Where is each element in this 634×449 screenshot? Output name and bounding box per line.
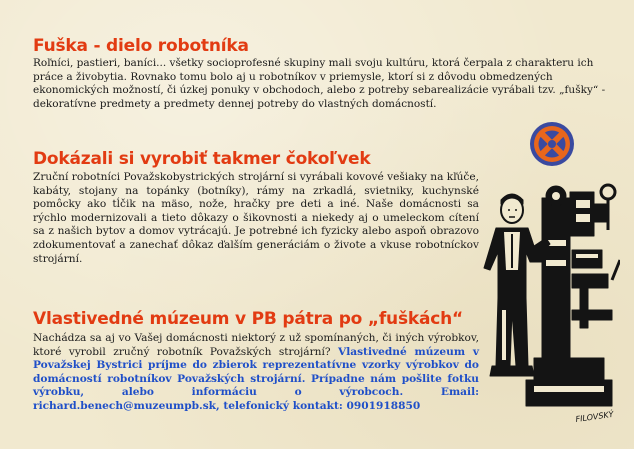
section-title-muzeum: Vlastivedné múzeum v PB pátra po „fuškách“ [33, 309, 463, 329]
section-text-muzeum-plain: Nachádza sa aj vo Vašej domácnosti niektorý z už spomínaných, či iných výrobkov, ktoré vyrobil zručný robotník Považských strojární? [33, 332, 479, 358]
logo-icon [528, 120, 576, 168]
section-text-fuska: Roľníci, pastieri, baníci... všetky socioprofesné skupiny mali svoju kultúru, ktorá čerpala z charakteru ich práce a živobytia. Rovnako tomu bolo aj u robotníkov v priemysle, ktorí si z dôvodu obmedzených ekonomických možností, či úzkej ponuky v obchodoch, alebo z potreby sebarealizácie vyrábali tzv. „fušky“ - dekoratívne predmety a predmety dennej potreby do vlastných domácností. [33, 57, 606, 110]
worker-illustration [480, 170, 620, 432]
section-text-muzeum [33, 332, 479, 414]
signature-text: FILOVSKÝ [575, 409, 615, 424]
section-text-vyrobit: Zruční robotníci Považskobystrických strojární si vyrábali kovové vešiaky na kľúče, kabáty, stojany na topánky (botníky), rámy na zrkadlá, svietniky, kuchynské pomôcky ako tĺčik na mäso, nože, hračky pre deti a iné. Naše domácnosti sa rýchlo modernizovali a tieto dôkazy o šikovnosti a niekedy aj o umeleckom cítení sa z našich bytov a domov vytrácajú. Je potrebné ich fyzicky alebo aspoň obrazovo zdokumentovať a zanechať dôkaz ďalším generáciám o živote a vkuse robotníckov strojární. [33, 171, 479, 265]
section-text-muzeum-highlight: Vlastivedné múzeum v Považskej Bystrici príjme do zbierok reprezentatívne vzorky výrobkov do domácností robotníkov Považských strojární. Prípadne nám pošlite fotku výrobku, alebo informáciu o výrobcoch. Email: richard.benech@muzeumpb.sk, telefonický kontakt: 0901918850 [33, 345, 479, 412]
section-title-fuska: Fuška - dielo robotníka [33, 36, 249, 56]
section-title-vyrobit: Dokázali si vyrobiť takmer čokoľvek [33, 149, 371, 169]
